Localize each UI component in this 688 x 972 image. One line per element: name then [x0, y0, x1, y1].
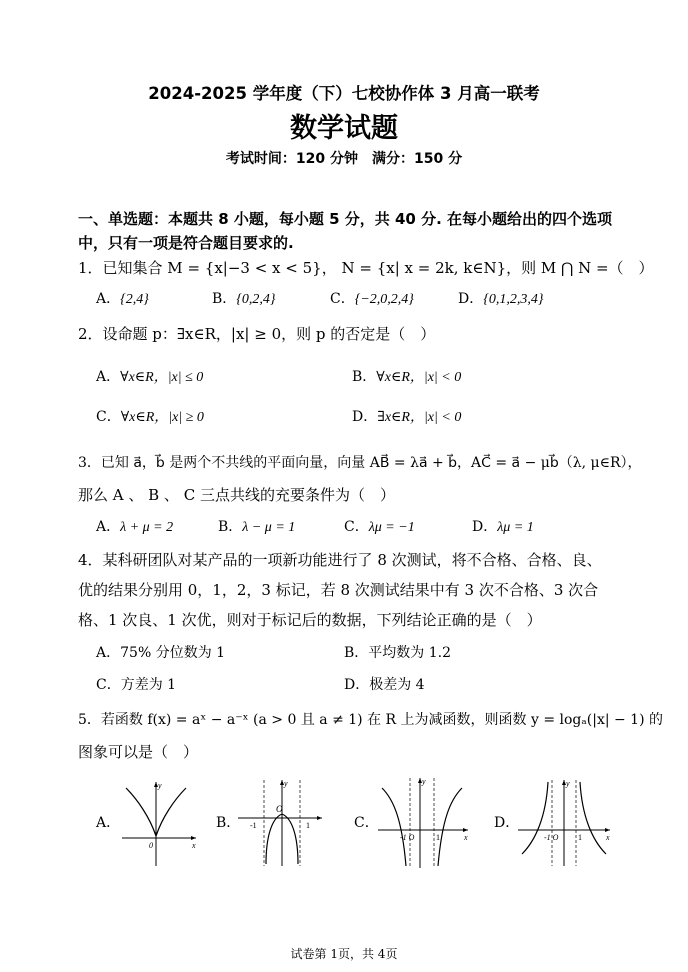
q4-option-c: C．方差为 1 — [96, 677, 177, 693]
q4-option-b: B．平均数为 1.2 — [344, 645, 452, 661]
graph-d-pos1-label: 1 — [578, 833, 582, 842]
graph-a-y-label: y — [158, 781, 162, 790]
q3-option-d: D．λμ = 1 — [472, 519, 534, 535]
q5-option-c-label: C． — [354, 815, 379, 831]
q2-option-a: A．∀x∈R，|x| ≤ 0 — [96, 369, 204, 385]
q2-option-b: B．∀x∈R，|x| < 0 — [352, 369, 462, 385]
q5-graph-d — [516, 776, 614, 868]
exam-title: 数学试题 — [290, 113, 398, 144]
q5-graph-a — [118, 778, 200, 868]
q2-option-d: D．∃x∈R，|x| < 0 — [352, 409, 462, 425]
graph-b-y-label: y — [284, 779, 288, 788]
exam-header: 2024-2025 学年度（下）七校协作体 3 月高一联考 — [148, 84, 540, 103]
q3-option-c: C．λμ = −1 — [344, 519, 415, 535]
q5-option-b-label: B． — [216, 815, 241, 831]
q4-option-a: A．75% 分位数为 1 — [96, 645, 226, 661]
question-1-stem: 1．已知集合 M = {x|−3 < x < 5}， N = {x| x = 2k, k∈N}，则 M ⋂ N =（ ） — [78, 259, 654, 277]
graph-c-pos1-label: 1 — [436, 833, 440, 842]
q3-option-a: A．λ + μ = 2 — [96, 519, 174, 535]
page-footer: 试卷第 1页，共 4页 — [290, 947, 398, 961]
graph-b-neg1-label: -1 — [250, 821, 257, 830]
q5-option-a-label: A． — [96, 815, 121, 831]
graph-b-pos1-label: 1 — [306, 821, 310, 830]
graph-a-origin-label: 0 — [149, 841, 153, 850]
graph-d-x-label: x — [606, 833, 610, 842]
q3-option-b: B．λ − μ = 1 — [218, 519, 296, 535]
section-heading-line1: 一、单选题：本题共 8 小题，每小题 5 分，共 40 分. 在每小题给出的四个选项 — [78, 210, 613, 228]
graph-a-x-label: x — [192, 841, 196, 850]
q4-option-d: D．极差为 4 — [344, 677, 425, 693]
graph-c-neg1-o-label: -1 O — [400, 833, 415, 842]
q1-option-b: B．{0,2,4} — [212, 291, 276, 307]
graph-c-x-label: x — [464, 833, 468, 842]
q5-option-d-label: D． — [494, 815, 520, 831]
graph-d-neg1-o-label: -1 O — [544, 833, 559, 842]
question-3-stem-line2: 那么 A 、 B 、 C 三点共线的充要条件为（ ） — [78, 486, 395, 504]
q1-option-d: D．{0,1,2,3,4} — [458, 291, 544, 307]
q1-option-c: C．{−2,0,2,4} — [330, 291, 414, 307]
q5-graph-c — [376, 774, 472, 870]
question-4-stem-line1: 4．某科研团队对某产品的一项新功能进行了 8 次测试，将不合格、合格、良、 — [78, 551, 602, 569]
question-5-stem-line2: 图象可以是（ ） — [78, 743, 199, 761]
graph-b-origin-label: O — [276, 804, 283, 814]
q2-option-c: C．∀x∈R，|x| ≥ 0 — [96, 409, 204, 425]
question-2-stem: 2．设命题 p：∃x∈R，|x| ≥ 0，则 p 的否定是（ ） — [78, 325, 436, 343]
question-5-stem-line1: 5．若函数 f(x) = aˣ − a⁻ˣ (a > 0 且 a ≠ 1) 在 R 上为减函数，则函数 y = logₐ(|x| − 1) 的 — [78, 712, 664, 728]
section-heading-line2: 中，只有一项是符合题目要求的. — [78, 234, 294, 252]
q1-option-a: A．{2,4} — [96, 291, 149, 307]
q5-graph-b — [236, 776, 328, 868]
graph-d-y-label: y — [566, 779, 570, 788]
question-4-stem-line2: 优的结果分别用 0，1，2，3 标记，若 8 次测试结果中有 3 次不合格、3 次合 — [78, 581, 599, 599]
exam-meta: 考试时间：120 分钟 满分：150 分 — [225, 151, 463, 167]
question-4-stem-line3: 格、1 次良、1 次优，则对于标记后的数据，下列结论正确的是（ ） — [78, 611, 542, 629]
graph-c-y-label: y — [422, 777, 426, 786]
question-3-stem-line1: 3．已知 a⃗，b⃗ 是两个不共线的平面向量，向量 AB⃗ = λa⃗ + b⃗，AC⃗ = a⃗ − μb⃗（λ, μ∈R）， — [78, 455, 642, 471]
